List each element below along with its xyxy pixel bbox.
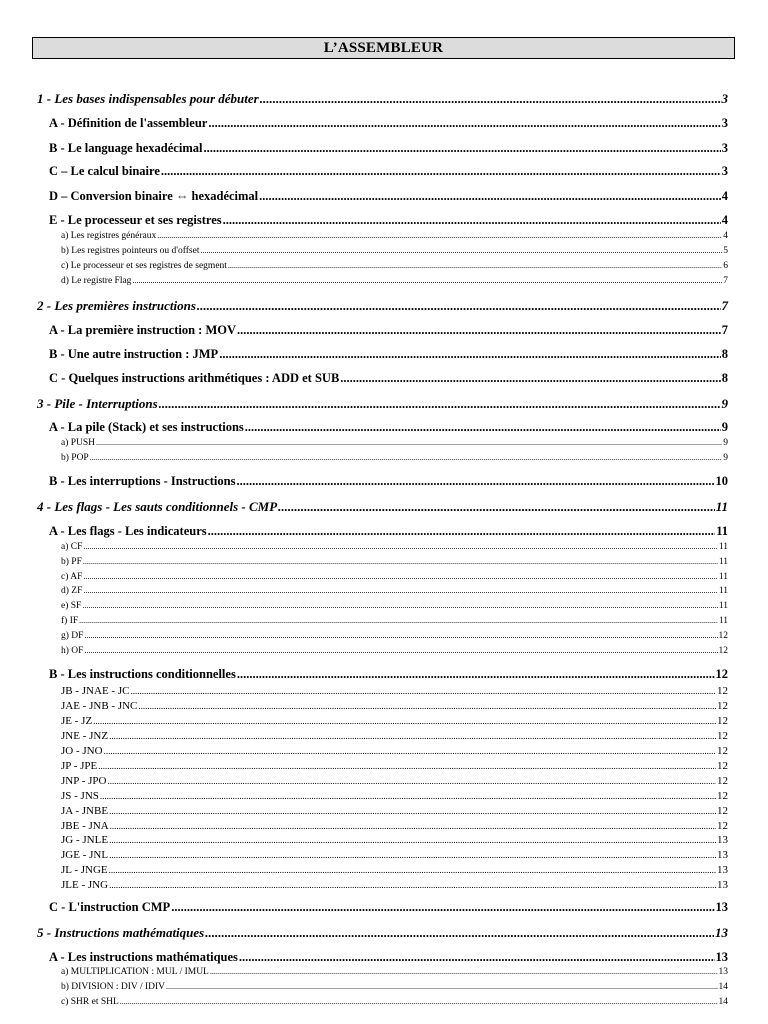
toc-entry-page-number: 4: [723, 231, 728, 241]
toc-entry-label: b) PF: [61, 557, 82, 567]
toc-entry-page-number: 12: [717, 730, 728, 742]
toc-entry-label: b) Les registres pointeurs ou d'offset: [61, 246, 200, 256]
toc-entry-level-3[interactable]: [61, 276, 728, 286]
toc-dot-leader: [210, 967, 718, 977]
toc-entry-page-number: 9: [721, 420, 728, 434]
toc-entry-page-number: 3: [721, 91, 728, 106]
toc-dot-leader: [236, 474, 714, 489]
toc-entry-label: JO - JNO: [61, 745, 103, 757]
toc-dot-leader: [109, 849, 716, 861]
toc-dot-leader: [200, 246, 722, 256]
toc-dot-leader: [245, 420, 721, 435]
toc-entry-level-2[interactable]: [49, 347, 728, 362]
toc-entry-page-number: 13: [717, 879, 728, 891]
toc-entry-label: JAE - JNB - JNC: [61, 700, 138, 712]
toc-entry-level-3[interactable]: [61, 631, 728, 641]
toc-entry-label: b) DIVISION : DIV / IDIV: [61, 982, 166, 992]
toc-entry-label: a) PUSH: [61, 438, 96, 448]
toc-dot-leader: [109, 864, 716, 876]
toc-entry-level-3[interactable]: [61, 542, 728, 552]
toc-entry-level-2[interactable]: [49, 213, 728, 228]
toc-entry-label: B - Les interruptions - Instructions: [49, 474, 236, 488]
toc-dot-leader: [132, 276, 722, 286]
toc-entry-label: c) AF: [61, 572, 83, 582]
toc-dot-leader: [107, 775, 716, 787]
toc-dot-leader: [159, 396, 721, 412]
toc-entry-level-2[interactable]: [49, 667, 728, 682]
toc-dot-leader: [109, 834, 716, 846]
toc-entry-label: d) Le registre Flag: [61, 276, 132, 286]
toc-entry-page-number: 7: [721, 323, 728, 337]
toc-entry-label: C – Le calcul binaire: [49, 164, 160, 178]
toc-entry-level-3[interactable]: [61, 261, 728, 271]
toc-entry-page-number: 7: [723, 276, 728, 286]
toc-entry-page-number: 11: [718, 557, 728, 567]
toc-dot-leader: [98, 760, 716, 772]
toc-entry-level-4[interactable]: [61, 685, 728, 697]
toc-entry-label: JP - JPE: [61, 760, 98, 772]
toc-dot-leader: [83, 572, 717, 582]
toc-dot-leader: [219, 347, 721, 362]
toc-entry-level-2[interactable]: [49, 141, 728, 156]
toc-entry-page-number: 12: [717, 805, 728, 817]
toc-dot-leader: [104, 745, 716, 757]
toc-entry-level-1[interactable]: [37, 91, 728, 107]
toc-entry-label: A - Les instructions mathématiques: [49, 950, 238, 964]
toc-entry-label: B - Les instructions conditionnelles: [49, 667, 236, 681]
toc-entry-page-number: 7: [721, 298, 728, 313]
toc-dot-leader: [197, 298, 721, 314]
toc-entry-level-4[interactable]: [61, 745, 728, 757]
toc-dot-leader: [205, 925, 714, 941]
toc-entry-level-4[interactable]: [61, 715, 728, 727]
toc-entry-page-number: 12: [717, 700, 728, 712]
toc-dot-leader: [109, 879, 716, 891]
toc-entry-label: 2 - Les premières instructions: [37, 298, 196, 313]
toc-entry-level-3[interactable]: [61, 982, 728, 992]
toc-dot-leader: [83, 557, 718, 567]
toc-dot-leader: [171, 900, 714, 915]
toc-entry-label: JG - JNLE: [61, 834, 109, 846]
toc-entry-level-2[interactable]: [49, 420, 728, 435]
toc-entry-level-2[interactable]: [49, 116, 728, 131]
toc-entry-page-number: 12: [717, 775, 728, 787]
toc-entry-page-number: 14: [718, 982, 728, 992]
toc-dot-leader: [84, 646, 717, 656]
toc-entry-page-number: 12: [717, 790, 728, 802]
toc-entry-level-2[interactable]: [49, 524, 728, 539]
toc-entry-level-3[interactable]: [61, 586, 728, 596]
toc-entry-page-number: 3: [721, 116, 728, 130]
toc-entry-page-number: 12: [717, 760, 728, 772]
toc-entry-page-number: 9: [721, 396, 728, 411]
toc-entry-page-number: 14: [718, 997, 728, 1007]
toc-entry-level-4[interactable]: [61, 700, 728, 712]
toc-entry-page-number: 10: [715, 474, 728, 488]
toc-entry-label: d) ZF: [61, 586, 83, 596]
toc-entry-level-3[interactable]: [61, 572, 728, 582]
toc-entry-page-number: 8: [721, 347, 728, 361]
toc-entry-label: JB - JNAE - JC: [61, 685, 130, 697]
toc-dot-leader: [203, 141, 720, 156]
toc-dot-leader: [93, 715, 716, 727]
toc-entry-label: 5 - Instructions mathématiques: [37, 925, 205, 940]
toc-dot-leader: [83, 542, 717, 552]
toc-entry-page-number: 13: [715, 925, 728, 940]
toc-entry-level-3[interactable]: [61, 616, 728, 626]
toc-entry-label: c) Le processeur et ses registres de segment: [61, 261, 227, 271]
toc-entry-level-3[interactable]: [61, 997, 728, 1007]
toc-dot-leader: [161, 164, 721, 179]
toc-entry-level-3[interactable]: [61, 438, 728, 448]
toc-entry-label: JLE - JNG: [61, 879, 109, 891]
toc-entry-label: A - Les flags - Les indicateurs: [49, 524, 207, 538]
toc-entry-page-number: 4: [721, 213, 728, 227]
toc-entry-level-3[interactable]: [61, 246, 728, 256]
toc-entry-page-number: 12: [717, 745, 728, 757]
toc-entry-level-4[interactable]: [61, 775, 728, 787]
toc-entry-label: e) SF: [61, 601, 82, 611]
toc-entry-label: JA - JNBE: [61, 805, 109, 817]
toc-entry-level-3[interactable]: [61, 646, 728, 656]
toc-entry-label: JNP - JPO: [61, 775, 107, 787]
toc-entry-page-number: 13: [717, 834, 728, 846]
toc-entry-page-number: 11: [718, 586, 728, 596]
toc-entry-level-3[interactable]: [61, 601, 728, 611]
toc-entry-label: 4 - Les flags - Les sauts conditionnels - CMP: [37, 499, 278, 514]
toc-entry-level-2[interactable]: [49, 323, 728, 338]
toc-entry-label: JE - JZ: [61, 715, 93, 727]
toc-dot-leader: [237, 323, 721, 338]
toc-entry-page-number: 12: [717, 820, 728, 832]
toc-entry-level-4[interactable]: [61, 820, 728, 832]
toc-entry-page-number: 11: [718, 616, 728, 626]
toc-entry-level-3[interactable]: [61, 231, 728, 241]
toc-dot-leader: [260, 91, 721, 107]
toc-entry-level-4[interactable]: [61, 834, 728, 846]
toc-entry-level-3[interactable]: [61, 967, 728, 977]
toc-entry-label: h) OF: [61, 646, 84, 656]
toc-dot-leader: [84, 631, 717, 641]
toc-dot-leader: [100, 790, 716, 802]
toc-entry-label: JNE - JNZ: [61, 730, 109, 742]
toc-entry-label: c) SHR et SHL: [61, 997, 119, 1007]
toc-dot-leader: [228, 261, 722, 271]
toc-entry-level-2[interactable]: [49, 900, 728, 915]
toc-entry-level-4[interactable]: [61, 864, 728, 876]
toc-entry-level-4[interactable]: [61, 805, 728, 817]
toc-dot-leader: [166, 982, 717, 992]
toc-entry-level-2[interactable]: [49, 164, 728, 179]
toc-dot-leader: [130, 685, 716, 697]
toc-entry-label: JBE - JNA: [61, 820, 109, 832]
toc-dot-leader: [96, 438, 722, 448]
toc-entry-page-number: 13: [717, 864, 728, 876]
toc-entry-level-2[interactable]: [49, 371, 728, 386]
toc-entry-page-number: 9: [723, 438, 728, 448]
toc-dot-leader: [157, 231, 722, 241]
toc-dot-leader: [340, 371, 720, 386]
document-title: L’ASSEMBLEUR: [323, 39, 444, 56]
toc-dot-leader: [237, 667, 715, 682]
toc-dot-leader: [208, 116, 720, 131]
toc-entry-label: a) Les registres généraux: [61, 231, 157, 241]
toc-dot-leader: [239, 950, 715, 965]
toc-entry-page-number: 11: [718, 601, 728, 611]
toc-entry-level-3[interactable]: [61, 453, 728, 463]
toc-entry-label: f) IF: [61, 616, 79, 626]
toc-entry-page-number: 11: [715, 499, 728, 514]
toc-entry-level-4[interactable]: [61, 790, 728, 802]
toc-entry-level-2[interactable]: [49, 474, 728, 489]
toc-dot-leader: [208, 524, 716, 539]
toc-entry-label: g) DF: [61, 631, 84, 641]
toc-dot-leader: [110, 820, 716, 832]
toc-entry-page-number: 12: [718, 631, 728, 641]
toc-entry-level-2[interactable]: [49, 950, 728, 965]
toc-entry-level-4[interactable]: [61, 760, 728, 772]
toc-entry-page-number: 13: [715, 950, 728, 964]
toc-entry-level-4[interactable]: [61, 879, 728, 891]
toc-dot-leader: [259, 189, 721, 204]
toc-entry-label: JL - JNGE: [61, 864, 108, 876]
toc-dot-leader: [138, 700, 716, 712]
toc-entry-label: 1 - Les bases indispensables pour débuter: [37, 91, 259, 106]
toc-entry-page-number: 12: [717, 715, 728, 727]
toc-entry-page-number: 9: [723, 453, 728, 463]
toc-entry-page-number: 4: [721, 189, 728, 203]
toc-dot-leader: [79, 616, 718, 626]
toc-dot-leader: [82, 601, 718, 611]
toc-entry-label: B - Une autre instruction : JMP: [49, 347, 219, 361]
toc-entry-page-number: 11: [718, 542, 728, 552]
toc-dot-leader: [223, 213, 721, 228]
toc-entry-label: JGE - JNL: [61, 849, 109, 861]
toc-entry-label: A - La première instruction : MOV: [49, 323, 237, 337]
toc-entry-page-number: 12: [717, 685, 728, 697]
toc-entry-page-number: 12: [718, 646, 728, 656]
toc-entry-page-number: 12: [715, 667, 728, 681]
toc-entry-level-2[interactable]: [49, 189, 728, 204]
toc-entry-level-1[interactable]: [37, 396, 728, 412]
toc-entry-label: B - Le language hexadécimal: [49, 141, 203, 155]
toc-entry-page-number: 3: [721, 141, 728, 155]
toc-dot-leader: [109, 730, 716, 742]
toc-entry-label: C - Quelques instructions arithmétiques : ADD et SUB: [49, 371, 340, 385]
toc-entry-label: a) MULTIPLICATION : MUL / IMUL: [61, 967, 209, 977]
toc-entry-page-number: 13: [715, 900, 728, 914]
toc-entry-level-1[interactable]: [37, 499, 728, 515]
toc-entry-page-number: 11: [716, 524, 728, 538]
toc-entry-label: a) CF: [61, 542, 83, 552]
toc-entry-page-number: 8: [721, 371, 728, 385]
toc-entry-label: A - Définition de l'assembleur: [49, 116, 208, 130]
toc-entry-page-number: 3: [721, 164, 728, 178]
toc-entry-level-4[interactable]: [61, 849, 728, 861]
toc-entry-page-number: 6: [723, 261, 728, 271]
toc-entry-label: 3 - Pile - Interruptions: [37, 396, 158, 411]
toc-dot-leader: [120, 997, 718, 1007]
toc-entry-label: C - L'instruction CMP: [49, 900, 171, 914]
toc-dot-leader: [109, 805, 716, 817]
toc-entry-label: D – Conversion binaire ⇔ hexadécimal: [49, 189, 259, 203]
toc-entry-label: A - La pile (Stack) et ses instructions: [49, 420, 244, 434]
toc-entry-page-number: 5: [723, 246, 728, 256]
toc-entry-level-1[interactable]: [37, 298, 728, 314]
toc-entry-level-1[interactable]: [37, 925, 728, 941]
toc-entry-page-number: 11: [718, 572, 728, 582]
toc-dot-leader: [90, 453, 723, 463]
toc-dot-leader: [83, 586, 717, 596]
toc-entry-page-number: 13: [718, 967, 728, 977]
toc-entry-page-number: 13: [717, 849, 728, 861]
toc-entry-level-4[interactable]: [61, 730, 728, 742]
toc-entry-label: b) POP: [61, 453, 89, 463]
toc-dot-leader: [278, 499, 715, 515]
toc-entry-level-3[interactable]: [61, 557, 728, 567]
toc-entry-label: JS - JNS: [61, 790, 99, 802]
toc-entry-label: E - Le processeur et ses registres: [49, 213, 222, 227]
